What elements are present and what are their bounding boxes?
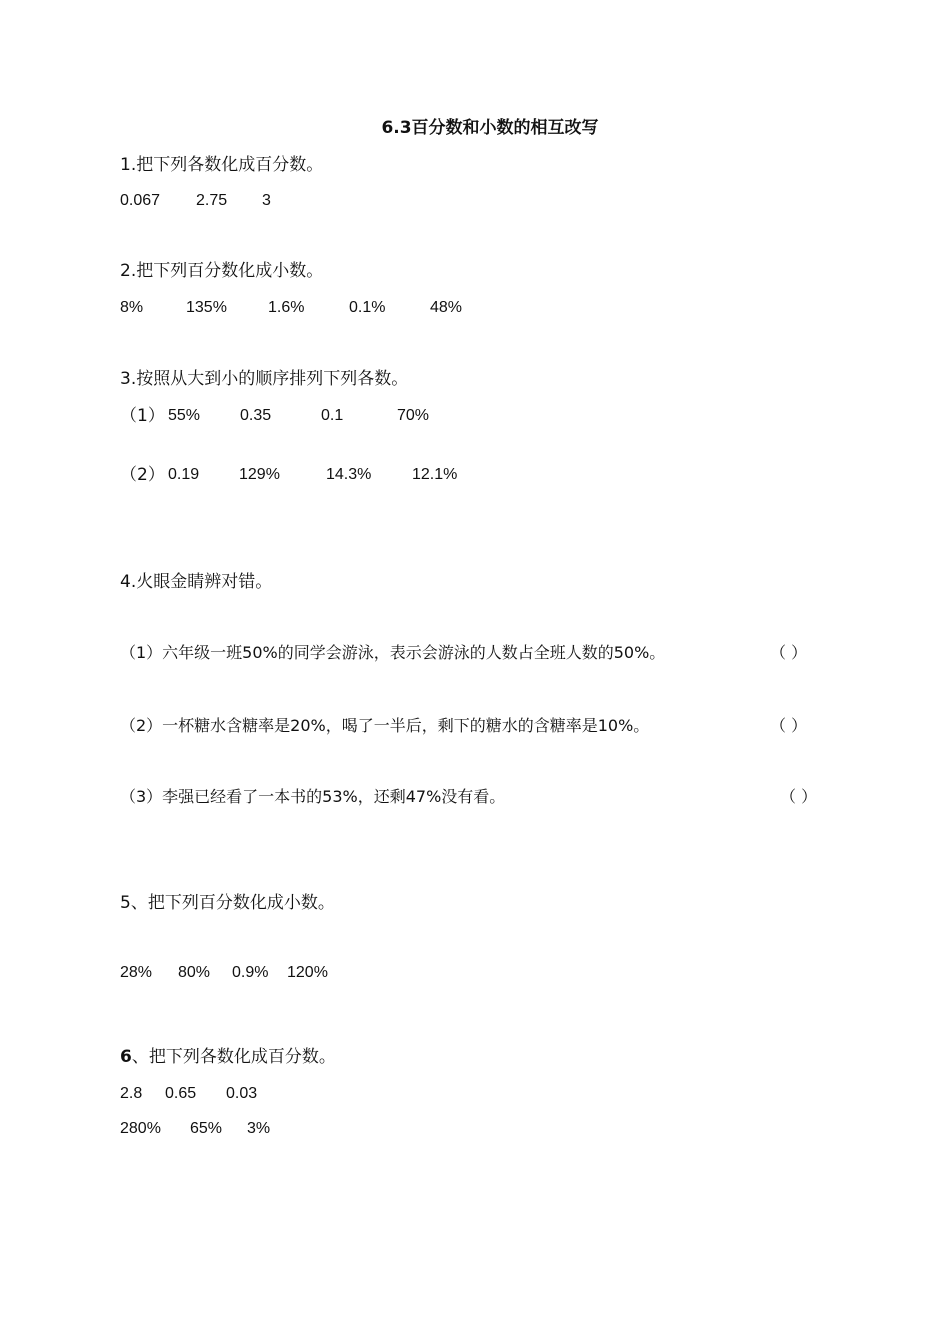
- q6-number: 0.65: [165, 1085, 197, 1102]
- q2-number: 48%: [430, 299, 463, 316]
- q5-number: 120%: [287, 964, 328, 981]
- q5-number: 80%: [178, 964, 211, 981]
- q6-number: 0.03: [226, 1085, 258, 1102]
- q4-answer-blank-2: （ ）: [770, 716, 808, 735]
- q6-answer: 280%: [120, 1120, 161, 1137]
- q4-answer-blank-1: （ ）: [770, 643, 808, 662]
- q5-prompt: 5、把下列百分数化成小数。: [120, 893, 335, 913]
- q1-prompt: 1.把下列各数化成百分数。: [120, 155, 324, 175]
- q5-number: 0.9%: [232, 964, 269, 981]
- q3-number: 0.19: [168, 466, 200, 483]
- q2-number: 135%: [186, 299, 227, 316]
- q4-item-3: （3）李强已经看了一本书的53%，还剩47%没有看。: [120, 787, 506, 806]
- q3-number: 0.1: [321, 407, 344, 424]
- q3-prompt: 3.按照从大到小的顺序排列下列各数。: [120, 369, 409, 389]
- q1-number: 2.75: [196, 192, 228, 209]
- q3-number: 55%: [168, 407, 201, 424]
- q4-item-1: （1）六年级一班50%的同学会游泳，表示会游泳的人数占全班人数的50%。: [120, 643, 666, 662]
- q2-number: 1.6%: [268, 299, 305, 316]
- q1-number: 0.067: [120, 192, 161, 209]
- q6-number: 2.8: [120, 1085, 143, 1102]
- q3-number: 0.35: [240, 407, 272, 424]
- q2-number: 0.1%: [349, 299, 386, 316]
- q3-row1-label: （1）: [120, 406, 165, 426]
- q6-prompt: [120, 1047, 336, 1067]
- q6-prompt-text: 、把下列各数化成百分数。: [131, 1047, 336, 1067]
- q6-answer: 65%: [190, 1120, 223, 1137]
- q3-number: 129%: [239, 466, 280, 483]
- q4-item-2: （2）一杯糖水含糖率是20%，喝了一半后，剩下的糖水的含糖率是10%。: [120, 716, 650, 735]
- q4-prompt: 4.火眼金睛辨对错。: [120, 572, 273, 592]
- q6-number-label: 6: [120, 1047, 132, 1067]
- q3-row2-label: （2）: [120, 465, 165, 485]
- page-title: 6.3百分数和小数的相互改写: [381, 118, 599, 138]
- q5-number: 28%: [120, 964, 153, 981]
- q3-number: 70%: [397, 407, 430, 424]
- q2-prompt: 2.把下列百分数化成小数。: [120, 261, 324, 281]
- q3-number: 14.3%: [326, 466, 372, 483]
- q6-answer: 3%: [247, 1120, 271, 1137]
- q2-number: 8%: [120, 299, 144, 316]
- q4-answer-blank-3: （ ）: [780, 787, 818, 806]
- q3-number: 12.1%: [412, 466, 458, 483]
- q1-number: 3: [262, 192, 271, 209]
